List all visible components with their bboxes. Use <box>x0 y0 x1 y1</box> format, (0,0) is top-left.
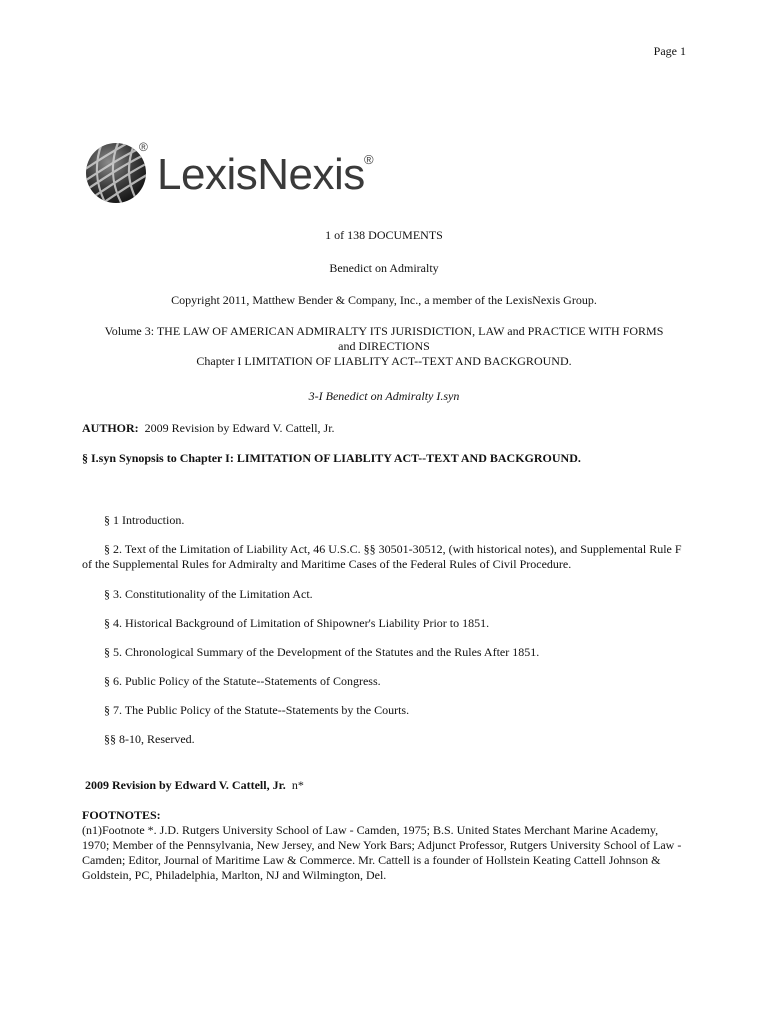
volume-line-2: and DIRECTIONS <box>338 339 430 353</box>
volume-line-1: Volume 3: THE LAW OF AMERICAN ADMIRALTY ITS JURISDICTION, LAW and PRACTICE WITH FORMS <box>104 324 664 338</box>
toc-item: § 7. The Public Policy of the Statute--Statements by the Courts. <box>104 703 410 717</box>
author-label: AUTHOR: <box>82 421 139 435</box>
volume-block <box>82 324 686 369</box>
toc-item: § 3. Constitutionality of the Limitation Act. <box>104 587 313 601</box>
footnotes-heading: FOOTNOTES: <box>82 808 161 822</box>
toc-item: § 5. Chronological Summary of the Development of the Statutes and the Rules After 1851. <box>104 645 540 659</box>
footnote-reference: n* <box>291 778 304 792</box>
chapter-line: Chapter I LIMITATION OF LIABLITY ACT--TEXT AND BACKGROUND. <box>196 354 572 368</box>
lexisnexis-logo <box>84 140 384 206</box>
revision-text: 2009 Revision by Edward V. Cattell, Jr. <box>85 778 286 792</box>
author-value: 2009 Revision by Edward V. Cattell, Jr. <box>144 421 335 435</box>
lexisnexis-wordmark: LexisNexis <box>157 150 365 199</box>
document-count: 1 of 138 DOCUMENTS <box>325 228 443 242</box>
toc-item: § 4. Historical Background of Limitation of Shipowner's Liability Prior to 1851. <box>104 616 490 630</box>
copyright-line: Copyright 2011, Matthew Bender & Company, Inc., a member of the LexisNexis Group. <box>171 293 597 307</box>
toc-item: § 1 Introduction. <box>104 513 185 527</box>
toc-item: §§ 8-10, Reserved. <box>104 732 195 746</box>
toc-item: § 6. Public Policy of the Statute--Statements of Congress. <box>104 674 381 688</box>
document-source: Benedict on Admiralty <box>329 261 439 275</box>
document-citation: 3-I Benedict on Admiralty I.syn <box>308 389 460 403</box>
synopsis-heading: § I.syn Synopsis to Chapter I: LIMITATION OF LIABLITY ACT--TEXT AND BACKGROUND. <box>82 451 581 465</box>
page-number: Page 1 <box>653 44 686 58</box>
toc-item: § 2. Text of the Limitation of Liability Act, 46 U.S.C. §§ 30501-30512, (with historical notes), and Supplemental Rule F of the Supplemental Rules for Admiralty and Maritime Cases of the Federal Rules of Civil Procedure. <box>82 542 682 571</box>
globe-registered-mark: ® <box>139 140 148 154</box>
wordmark-registered-mark: ® <box>364 152 374 167</box>
author-line <box>82 421 688 436</box>
revision-line <box>85 778 691 793</box>
footnote-text: (n1)Footnote *. J.D. Rutgers University School of Law - Camden, 1975; B.S. United States Merchant Marine Academy, 1970; Member of the Pennsylvania, New Jersey, and New York Bars; Adjunct Professor, Rutgers University School of Law - Camden; Editor, Journal of Maritime Law & Commerce. Mr. Cattell is a founder of Hollstein Keating Cattell Johnson & Goldstein, PC, Philadelphia, Marlton, NJ and Wilmington, Del. <box>82 823 682 882</box>
